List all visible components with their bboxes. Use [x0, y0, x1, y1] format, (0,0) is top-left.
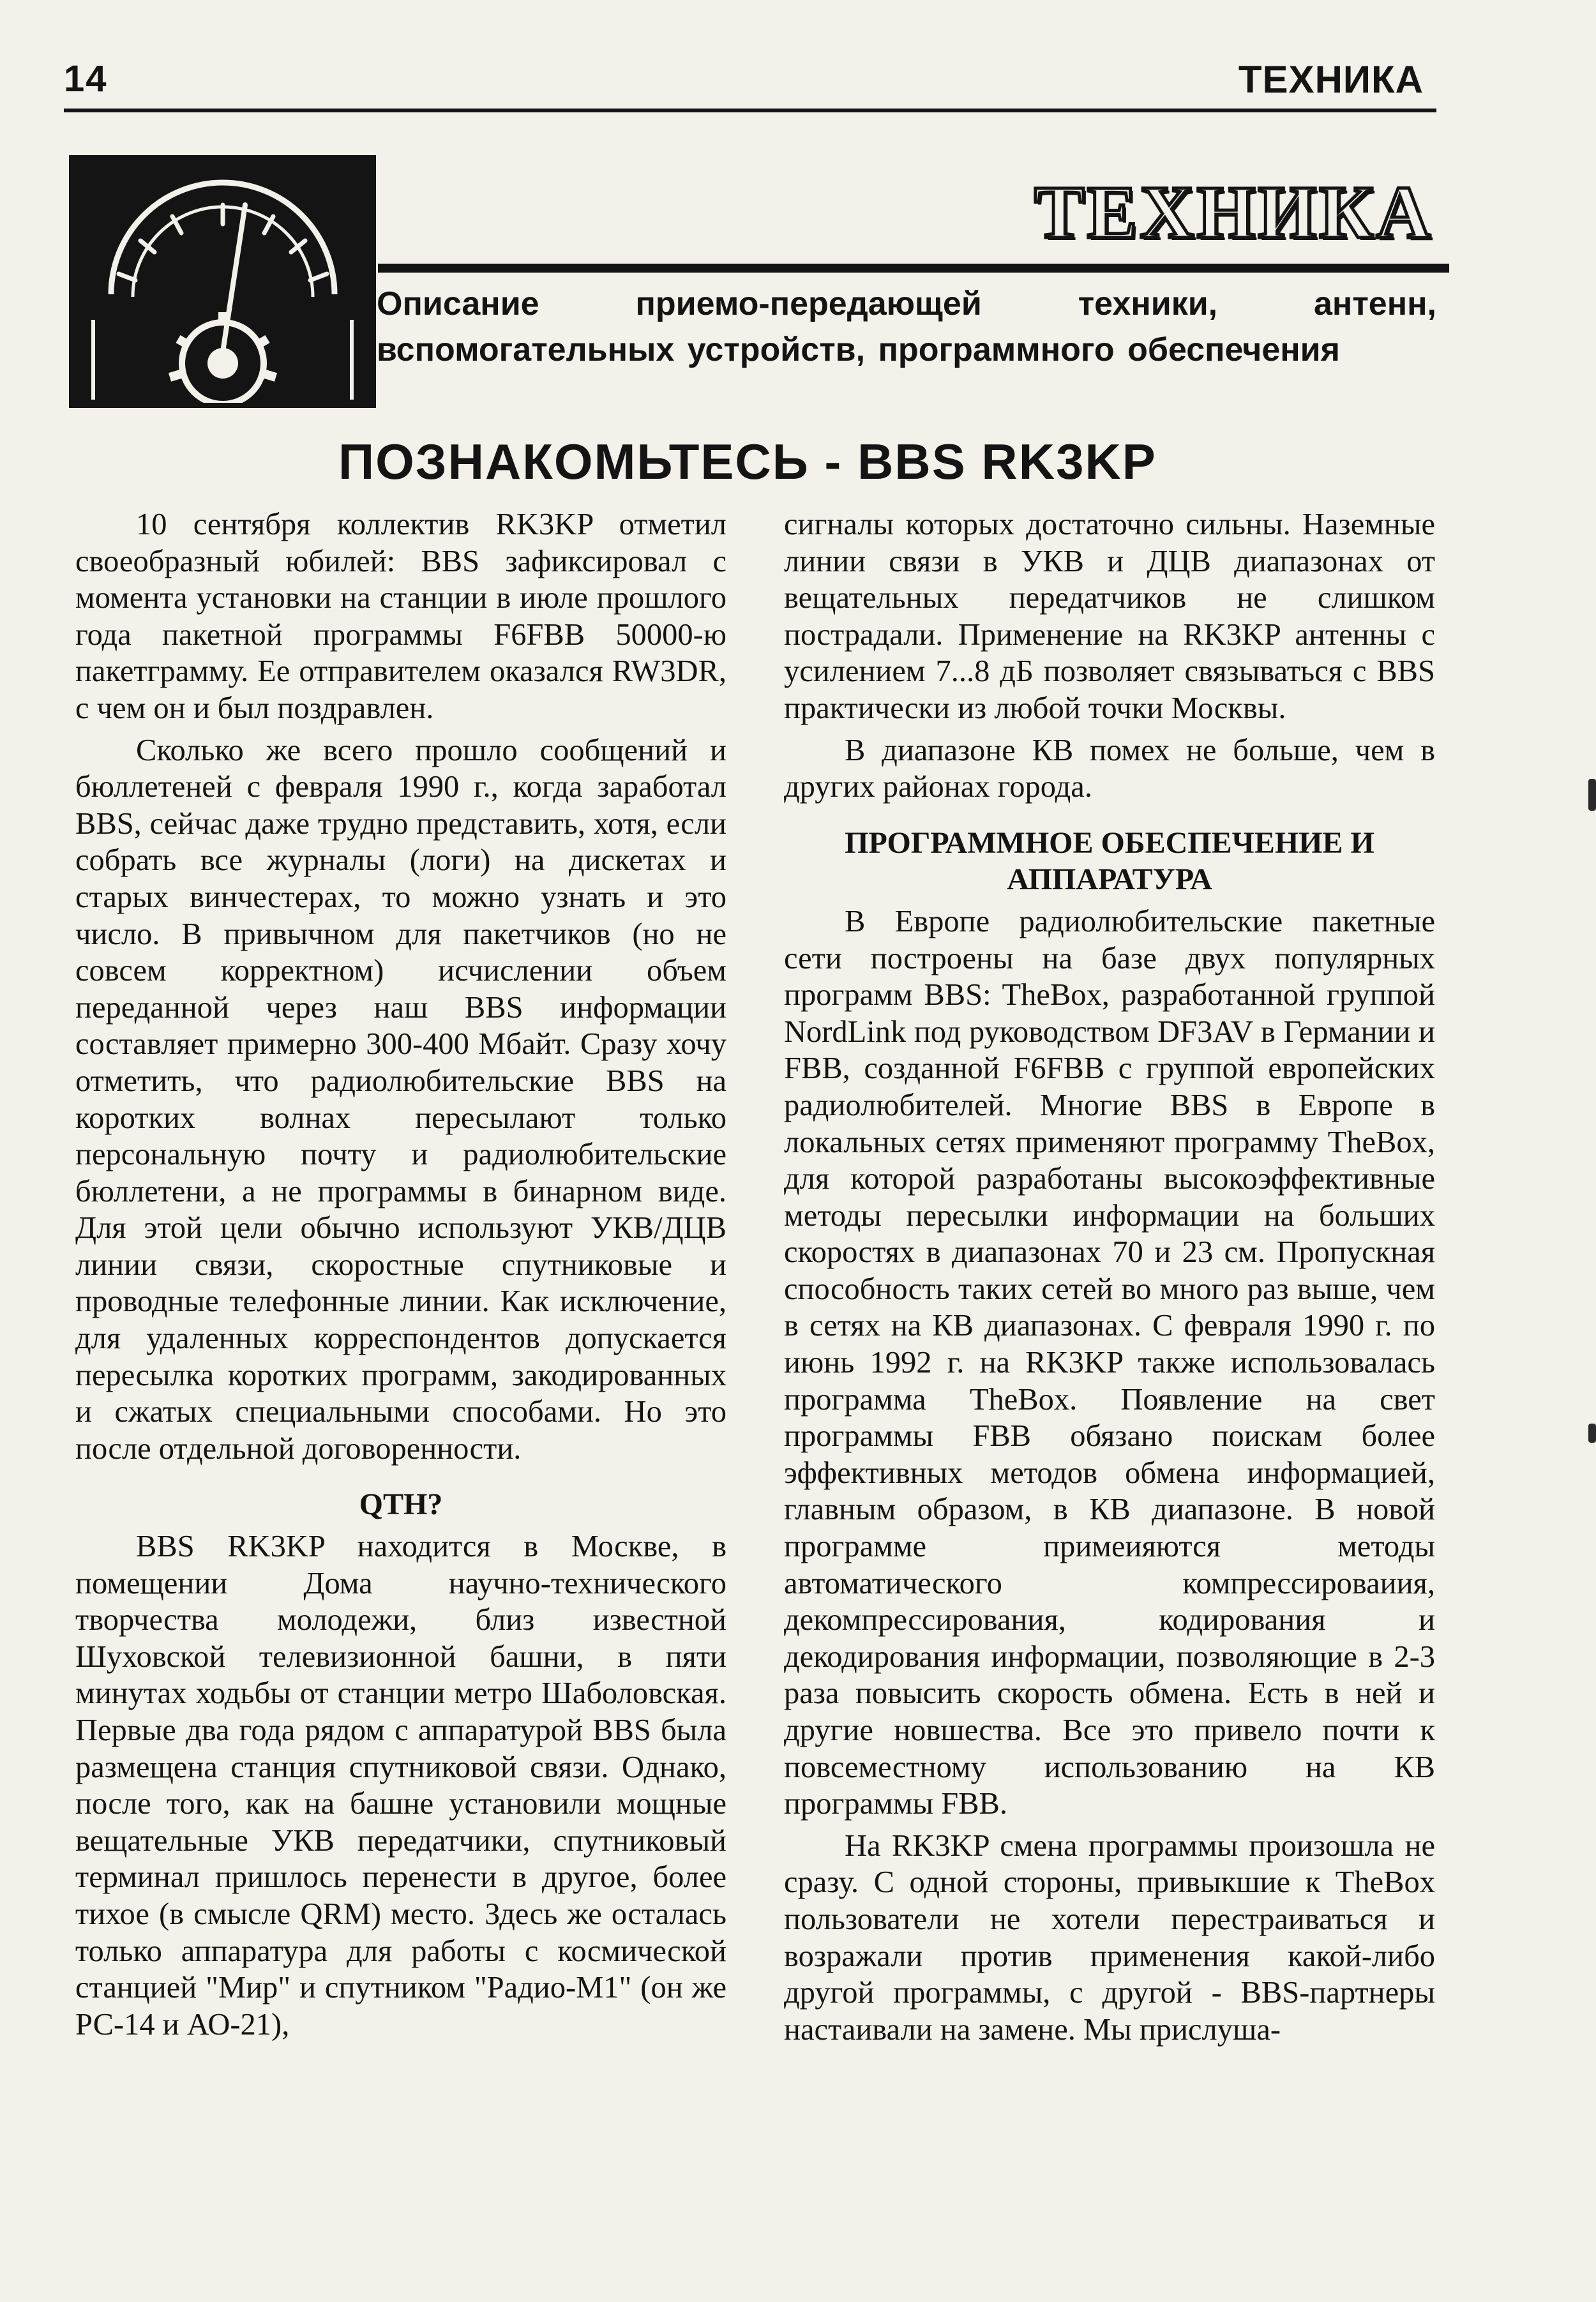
running-head: ТЕХНИКА [1238, 58, 1424, 101]
meter-gauge-icon [69, 155, 376, 408]
section-banner-rule [378, 264, 1449, 273]
subheading-software: ПРОГРАММНОЕ ОБЕСПЕЧЕНИЕ И АППАРАТУРА [845, 825, 1374, 897]
section-description: Описание приемо-передающей техники, антенн, вспомогательных устройств, программного обеспечения [377, 285, 1436, 368]
article-column-right [784, 506, 1435, 2048]
article-paragraph: На RK3KP смена программы произошла не сразу. С одной стороны, привыкшие к TheBox пользователи не хотели перестраиваться и возражали против применения какой-либо другой программы, с другой - BBS-партнеры настаивали на замене. Мы прислуша- [784, 1828, 1435, 2047]
edge-mark [1588, 779, 1596, 811]
edge-mark [1588, 1424, 1596, 1443]
page-number: 14 [64, 58, 108, 100]
article-paragraph: В диапазоне КВ помех не больше, чем в других районах города. [784, 733, 1435, 804]
section-title: ТЕХНИКА [1034, 170, 1433, 254]
article-headline: ПОЗНАКОМЬТЕСЬ - BBS RK3KP [338, 433, 1157, 490]
article-column-left [75, 506, 726, 2043]
article-paragraph: Сколько же всего прошло сообщений и бюллетеней с февраля 1990 г., когда заработал BBS, сейчас даже трудно представить, хотя, если собрать все журналы (логи) на дискетах и старых винчестерах, то можно узнать и это число. В привычном для пакетчиков (но не совсем корректном) исчислении объем переданной через наш BBS информации составляет примерно 300-400 Мбайт. Сразу хочу отметить, что радиолюбительские BBS на коротких волнах пересылают только персональную почту и радиолюбительские бюллетени, а не программы в бинарном виде. Для этой цели обычно используют УКВ/ДЦВ линии связи, скоростные спутниковые и проводные телефонные линии. Как исключение, для удаленных корреспондентов допускается пересылка коротких программ, закодированных и сжатых специальными способами. Но это после отдельной договоренности. [75, 733, 726, 1466]
article-paragraph: BBS RK3KP находится в Москве, в помещении Дома научно-технического творчества молодежи, близ известной Шуховской телевизионной башни, в пяти минутах ходьбы от станции метро Шаболовская. Первые два года рядом с аппаратурой BBS была размещена станция спутниковой связи. Однако, после того, как на башне установили мощные вещательные УКВ передатчики, спутниковый терминал пришлось перенести в другое, более тихое (в смысле QRM) место. Здесь же осталась только аппаратура для работы с космической станцией "Мир" и спутником "Радио-М1" (он же РС-14 и АО-21), [75, 1530, 726, 2042]
top-rule [64, 109, 1436, 112]
subheading-qth: QTH? [359, 1487, 443, 1522]
article-paragraph: 10 сентября коллектив RK3KP отметил своеобразный юбилей: BBS зафиксировал с момента установки на станции в июле прошлого года пакетной программы F6FBB 50000-ю пакетграмму. Ее отправителем оказался RW3DR, с чем он и был поздравлен. [75, 508, 726, 725]
article-paragraph: сигналы которых достаточно сильны. Наземные линии связи в УКВ и ДЦВ диапазонах от вещательных передатчиков не слишком пострадали. Применение на RK3KP антенны с усилением 7...8 дБ позволяет связываться с BBS практически из любой точки Москвы. [784, 508, 1435, 725]
article-paragraph: В Европе радиолюбительские пакетные сети построены на базе двух популярных программ BBS: TheBox, разработанной группой NordLink под руководством DF3AV в Германии и FBB, созданной F6FBB с группой европейских радиолюбителей. Многие BBS в Европе в локальных сетях применяют программу TheBox, для которой разработаны высокоэффективные методы пересылки информации на больших скоростях в диапазонах 70 и 23 см. Пропускная способность таких сетей во много раз выше, чем в сетях на КВ диапазонах. С февраля 1990 г. по июнь 1992 г. на RK3KP также использовалась программа TheBox. Появление на свет программы FBB обязано поискам более эффективных методов обмена информацией, главным образом, в КВ диапазоне. В новой программе примеияются методы автоматического компрессироваиия, декомпрессирования, кодирования и декодирования информации, позволяющие в 2-3 раза повысить скорость обмена. Есть в ней и другие новшества. Все это привело почти к повсеместному использованию на КВ программы FBB. [784, 904, 1435, 1821]
